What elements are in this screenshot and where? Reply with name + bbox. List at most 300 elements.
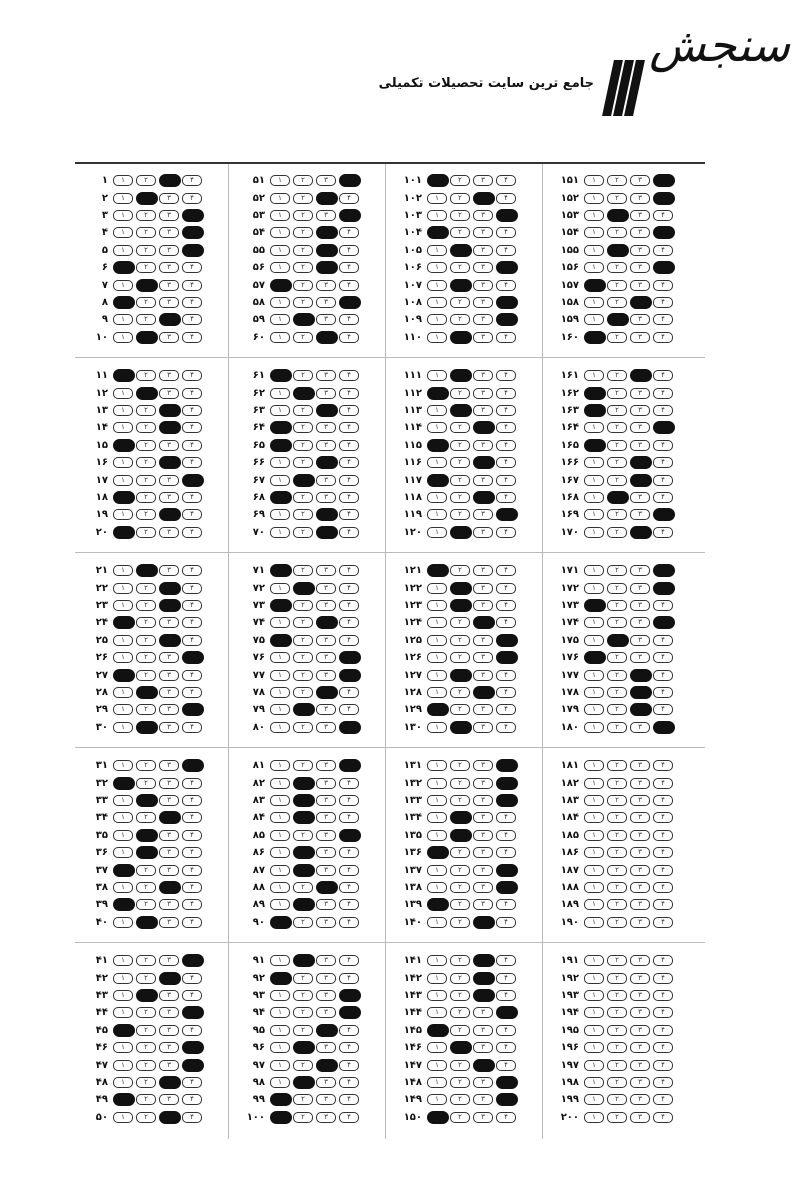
answer-bubble[interactable]: ۳ (473, 1077, 493, 1088)
answer-bubble[interactable]: ۱ (113, 1007, 133, 1018)
answer-bubble[interactable]: ۴ (653, 990, 673, 1001)
answer-bubble[interactable]: ۱ (584, 812, 604, 823)
answer-bubble[interactable]: ۱ (584, 635, 604, 646)
answer-bubble[interactable]: ۴ (182, 509, 202, 520)
answer-bubble[interactable]: ۳ (316, 297, 336, 308)
filled-bubble[interactable] (653, 421, 675, 434)
filled-bubble[interactable] (136, 331, 158, 344)
answer-bubble[interactable]: ۳ (630, 175, 650, 186)
answer-bubble[interactable]: ۴ (182, 617, 202, 628)
answer-bubble[interactable]: ۱ (584, 1112, 604, 1123)
answer-bubble[interactable]: ۳ (473, 405, 493, 416)
answer-bubble[interactable]: ۱ (113, 847, 133, 858)
answer-bubble[interactable]: ۳ (316, 704, 336, 715)
filled-bubble[interactable] (496, 881, 518, 894)
filled-bubble[interactable] (159, 508, 181, 521)
filled-bubble[interactable] (584, 331, 606, 344)
answer-bubble[interactable]: ۲ (293, 193, 313, 204)
answer-bubble[interactable]: ۳ (159, 865, 179, 876)
answer-bubble[interactable]: ۲ (607, 475, 627, 486)
answer-bubble[interactable]: ۳ (473, 1007, 493, 1018)
answer-bubble[interactable]: ۱ (270, 583, 290, 594)
answer-bubble[interactable]: ۳ (316, 565, 336, 576)
answer-bubble[interactable]: ۴ (653, 670, 673, 681)
filled-bubble[interactable] (159, 313, 181, 326)
filled-bubble[interactable] (496, 794, 518, 807)
answer-bubble[interactable]: ۳ (473, 899, 493, 910)
filled-bubble[interactable] (270, 634, 292, 647)
answer-bubble[interactable]: ۱ (113, 704, 133, 715)
answer-bubble[interactable]: ۳ (473, 652, 493, 663)
answer-bubble[interactable]: ۳ (316, 492, 336, 503)
answer-bubble[interactable]: ۲ (607, 600, 627, 611)
answer-bubble[interactable]: ۱ (427, 210, 447, 221)
answer-bubble[interactable]: ۲ (607, 830, 627, 841)
answer-bubble[interactable]: ۱ (584, 1060, 604, 1071)
answer-bubble[interactable]: ۴ (496, 704, 516, 715)
answer-bubble[interactable]: ۲ (607, 778, 627, 789)
answer-bubble[interactable]: ۱ (584, 422, 604, 433)
filled-bubble[interactable] (607, 244, 629, 257)
answer-bubble[interactable]: ۲ (607, 297, 627, 308)
filled-bubble[interactable] (270, 279, 292, 292)
answer-bubble[interactable]: ۱ (584, 1007, 604, 1018)
answer-bubble[interactable]: ۴ (496, 583, 516, 594)
filled-bubble[interactable] (496, 508, 518, 521)
answer-bubble[interactable]: ۴ (496, 687, 516, 698)
filled-bubble[interactable] (653, 261, 675, 274)
answer-bubble[interactable]: ۳ (159, 899, 179, 910)
filled-bubble[interactable] (293, 898, 315, 911)
answer-bubble[interactable]: ۱ (584, 193, 604, 204)
answer-bubble[interactable]: ۴ (496, 917, 516, 928)
answer-bubble[interactable]: ۳ (316, 1007, 336, 1018)
filled-bubble[interactable] (450, 369, 472, 382)
answer-bubble[interactable]: ۱ (427, 917, 447, 928)
answer-bubble[interactable]: ۲ (136, 1060, 156, 1071)
answer-bubble[interactable]: ۲ (136, 973, 156, 984)
filled-bubble[interactable] (182, 209, 204, 222)
filled-bubble[interactable] (293, 777, 315, 790)
answer-bubble[interactable]: ۴ (182, 314, 202, 325)
answer-bubble[interactable]: ۲ (293, 492, 313, 503)
answer-bubble[interactable]: ۳ (473, 475, 493, 486)
answer-bubble[interactable]: ۴ (339, 509, 359, 520)
filled-bubble[interactable] (473, 456, 495, 469)
answer-bubble[interactable]: ۲ (450, 899, 470, 910)
filled-bubble[interactable] (473, 421, 495, 434)
filled-bubble[interactable] (473, 491, 495, 504)
answer-bubble[interactable]: ۲ (136, 405, 156, 416)
filled-bubble[interactable] (630, 474, 652, 487)
answer-bubble[interactable]: ۴ (496, 1042, 516, 1053)
answer-bubble[interactable]: ۲ (450, 1112, 470, 1123)
filled-bubble[interactable] (136, 846, 158, 859)
answer-bubble[interactable]: ۲ (136, 440, 156, 451)
filled-bubble[interactable] (584, 387, 606, 400)
answer-bubble[interactable]: ۲ (450, 193, 470, 204)
answer-bubble[interactable]: ۴ (339, 812, 359, 823)
answer-bubble[interactable]: ۲ (607, 1077, 627, 1088)
answer-bubble[interactable]: ۳ (630, 227, 650, 238)
filled-bubble[interactable] (182, 1006, 204, 1019)
filled-bubble[interactable] (270, 1111, 292, 1124)
answer-bubble[interactable]: ۲ (450, 865, 470, 876)
filled-bubble[interactable] (113, 439, 135, 452)
answer-bubble[interactable]: ۱ (427, 778, 447, 789)
filled-bubble[interactable] (182, 244, 204, 257)
answer-bubble[interactable]: ۲ (136, 704, 156, 715)
filled-bubble[interactable] (270, 491, 292, 504)
filled-bubble[interactable] (316, 686, 338, 699)
answer-bubble[interactable]: ۱ (427, 795, 447, 806)
answer-bubble[interactable]: ۴ (653, 687, 673, 698)
answer-bubble[interactable]: ۴ (182, 687, 202, 698)
filled-bubble[interactable] (450, 404, 472, 417)
filled-bubble[interactable] (270, 1093, 292, 1106)
filled-bubble[interactable] (630, 669, 652, 682)
answer-bubble[interactable]: ۳ (316, 670, 336, 681)
answer-bubble[interactable]: ۴ (653, 457, 673, 468)
filled-bubble[interactable] (159, 1076, 181, 1089)
answer-bubble[interactable]: ۱ (270, 812, 290, 823)
answer-bubble[interactable]: ۱ (113, 917, 133, 928)
answer-bubble[interactable]: ۴ (653, 882, 673, 893)
filled-bubble[interactable] (316, 226, 338, 239)
answer-bubble[interactable]: ۴ (339, 899, 359, 910)
answer-bubble[interactable]: ۴ (653, 332, 673, 343)
answer-bubble[interactable]: ۲ (136, 314, 156, 325)
filled-bubble[interactable] (113, 898, 135, 911)
filled-bubble[interactable] (473, 916, 495, 929)
answer-bubble[interactable]: ۲ (450, 297, 470, 308)
answer-bubble[interactable]: ۱ (584, 370, 604, 381)
answer-bubble[interactable]: ۲ (607, 509, 627, 520)
answer-bubble[interactable]: ۱ (270, 670, 290, 681)
answer-bubble[interactable]: ۳ (159, 1042, 179, 1053)
answer-bubble[interactable]: ۳ (316, 865, 336, 876)
answer-bubble[interactable]: ۲ (607, 795, 627, 806)
answer-bubble[interactable]: ۴ (339, 1112, 359, 1123)
answer-bubble[interactable]: ۱ (584, 583, 604, 594)
answer-bubble[interactable]: ۳ (630, 778, 650, 789)
answer-bubble[interactable]: ۲ (450, 262, 470, 273)
answer-bubble[interactable]: ۲ (607, 1007, 627, 1018)
answer-bubble[interactable]: ۴ (182, 583, 202, 594)
answer-bubble[interactable]: ۱ (270, 617, 290, 628)
answer-bubble[interactable]: ۱ (270, 262, 290, 273)
answer-bubble[interactable]: ۱ (270, 527, 290, 538)
answer-bubble[interactable]: ۱ (427, 280, 447, 291)
answer-bubble[interactable]: ۲ (293, 297, 313, 308)
answer-bubble[interactable]: ۴ (653, 405, 673, 416)
answer-bubble[interactable]: ۱ (270, 297, 290, 308)
filled-bubble[interactable] (113, 526, 135, 539)
answer-bubble[interactable]: ۳ (316, 388, 336, 399)
answer-bubble[interactable]: ۴ (339, 1042, 359, 1053)
filled-bubble[interactable] (427, 174, 449, 187)
filled-bubble[interactable] (113, 1093, 135, 1106)
answer-bubble[interactable]: ۲ (607, 899, 627, 910)
answer-bubble[interactable]: ۴ (182, 973, 202, 984)
answer-bubble[interactable]: ۳ (159, 847, 179, 858)
answer-bubble[interactable]: ۳ (630, 245, 650, 256)
answer-bubble[interactable]: ۴ (182, 1077, 202, 1088)
answer-bubble[interactable]: ۱ (584, 457, 604, 468)
answer-bubble[interactable]: ۳ (316, 422, 336, 433)
answer-bubble[interactable]: ۲ (450, 388, 470, 399)
filled-bubble[interactable] (450, 244, 472, 257)
answer-bubble[interactable]: ۴ (182, 422, 202, 433)
filled-bubble[interactable] (136, 989, 158, 1002)
answer-bubble[interactable]: ۳ (316, 280, 336, 291)
answer-bubble[interactable]: ۱ (584, 722, 604, 733)
answer-bubble[interactable]: ۲ (450, 760, 470, 771)
answer-bubble[interactable]: ۴ (182, 262, 202, 273)
filled-bubble[interactable] (339, 296, 361, 309)
answer-bubble[interactable]: ۳ (316, 973, 336, 984)
answer-bubble[interactable]: ۲ (136, 475, 156, 486)
answer-bubble[interactable]: ۲ (293, 262, 313, 273)
answer-bubble[interactable]: ۱ (427, 245, 447, 256)
answer-bubble[interactable]: ۱ (270, 865, 290, 876)
filled-bubble[interactable] (182, 474, 204, 487)
answer-bubble[interactable]: ۱ (427, 509, 447, 520)
answer-bubble[interactable]: ۴ (339, 955, 359, 966)
answer-bubble[interactable]: ۱ (584, 865, 604, 876)
answer-bubble[interactable]: ۴ (653, 1094, 673, 1105)
answer-bubble[interactable]: ۱ (584, 492, 604, 503)
answer-bubble[interactable]: ۱ (584, 687, 604, 698)
answer-bubble[interactable]: ۴ (653, 973, 673, 984)
answer-bubble[interactable]: ۴ (496, 973, 516, 984)
answer-bubble[interactable]: ۱ (270, 1025, 290, 1036)
answer-bubble[interactable]: ۲ (450, 175, 470, 186)
answer-bubble[interactable]: ۱ (270, 760, 290, 771)
answer-bubble[interactable]: ۱ (584, 917, 604, 928)
answer-bubble[interactable]: ۱ (427, 687, 447, 698)
answer-bubble[interactable]: ۳ (159, 687, 179, 698)
filled-bubble[interactable] (316, 331, 338, 344)
answer-bubble[interactable]: ۴ (653, 314, 673, 325)
answer-bubble[interactable]: ۴ (496, 990, 516, 1001)
answer-bubble[interactable]: ۲ (293, 973, 313, 984)
answer-bubble[interactable]: ۱ (270, 687, 290, 698)
answer-bubble[interactable]: ۱ (427, 262, 447, 273)
answer-bubble[interactable]: ۱ (113, 652, 133, 663)
answer-bubble[interactable]: ۳ (630, 1042, 650, 1053)
filled-bubble[interactable] (450, 331, 472, 344)
answer-bubble[interactable]: ۴ (339, 280, 359, 291)
answer-bubble[interactable]: ۳ (473, 440, 493, 451)
answer-bubble[interactable]: ۳ (159, 527, 179, 538)
filled-bubble[interactable] (182, 226, 204, 239)
answer-bubble[interactable]: ۱ (427, 492, 447, 503)
answer-bubble[interactable]: ۴ (339, 882, 359, 893)
answer-bubble[interactable]: ۳ (159, 332, 179, 343)
answer-bubble[interactable]: ۲ (293, 332, 313, 343)
answer-bubble[interactable]: ۲ (450, 955, 470, 966)
answer-bubble[interactable]: ۳ (473, 370, 493, 381)
answer-bubble[interactable]: ۴ (653, 1077, 673, 1088)
answer-bubble[interactable]: ۱ (584, 955, 604, 966)
answer-bubble[interactable]: ۳ (316, 955, 336, 966)
answer-bubble[interactable]: ۱ (113, 280, 133, 291)
answer-bubble[interactable]: ۱ (113, 1077, 133, 1088)
filled-bubble[interactable] (136, 686, 158, 699)
filled-bubble[interactable] (427, 703, 449, 716)
answer-bubble[interactable]: ۴ (182, 830, 202, 841)
answer-bubble[interactable]: ۲ (293, 440, 313, 451)
filled-bubble[interactable] (427, 564, 449, 577)
answer-bubble[interactable]: ۲ (607, 1025, 627, 1036)
answer-bubble[interactable]: ۳ (473, 210, 493, 221)
filled-bubble[interactable] (182, 759, 204, 772)
answer-bubble[interactable]: ۲ (136, 492, 156, 503)
filled-bubble[interactable] (607, 313, 629, 326)
answer-bubble[interactable]: ۱ (427, 457, 447, 468)
answer-bubble[interactable]: ۲ (450, 778, 470, 789)
answer-bubble[interactable]: ۱ (113, 1042, 133, 1053)
answer-bubble[interactable]: ۱ (270, 652, 290, 663)
answer-bubble[interactable]: ۱ (113, 175, 133, 186)
answer-bubble[interactable]: ۴ (182, 332, 202, 343)
answer-bubble[interactable]: ۴ (653, 245, 673, 256)
answer-bubble[interactable]: ۲ (136, 812, 156, 823)
filled-bubble[interactable] (427, 898, 449, 911)
filled-bubble[interactable] (316, 244, 338, 257)
answer-bubble[interactable]: ۴ (182, 297, 202, 308)
answer-bubble[interactable]: ۳ (630, 1025, 650, 1036)
answer-bubble[interactable]: ۴ (339, 527, 359, 538)
answer-bubble[interactable]: ۴ (653, 1007, 673, 1018)
filled-bubble[interactable] (270, 916, 292, 929)
filled-bubble[interactable] (473, 192, 495, 205)
filled-bubble[interactable] (450, 599, 472, 612)
answer-bubble[interactable]: ۳ (630, 600, 650, 611)
answer-bubble[interactable]: ۳ (630, 193, 650, 204)
filled-bubble[interactable] (630, 526, 652, 539)
answer-bubble[interactable]: ۴ (339, 475, 359, 486)
answer-bubble[interactable]: ۳ (316, 899, 336, 910)
answer-bubble[interactable]: ۲ (136, 1025, 156, 1036)
answer-bubble[interactable]: ۲ (450, 1025, 470, 1036)
answer-bubble[interactable]: ۴ (496, 227, 516, 238)
answer-bubble[interactable]: ۴ (496, 617, 516, 628)
answer-bubble[interactable]: ۱ (113, 405, 133, 416)
answer-bubble[interactable]: ۴ (182, 193, 202, 204)
answer-bubble[interactable]: ۱ (427, 1060, 447, 1071)
answer-bubble[interactable]: ۳ (316, 760, 336, 771)
filled-bubble[interactable] (473, 989, 495, 1002)
answer-bubble[interactable]: ۴ (496, 847, 516, 858)
answer-bubble[interactable]: ۲ (293, 245, 313, 256)
answer-bubble[interactable]: ۱ (113, 812, 133, 823)
answer-bubble[interactable]: ۱ (270, 227, 290, 238)
filled-bubble[interactable] (450, 1041, 472, 1054)
answer-bubble[interactable]: ۱ (427, 882, 447, 893)
answer-bubble[interactable]: ۱ (270, 314, 290, 325)
filled-bubble[interactable] (316, 616, 338, 629)
answer-bubble[interactable]: ۳ (630, 1060, 650, 1071)
answer-bubble[interactable]: ۲ (607, 262, 627, 273)
answer-bubble[interactable]: ۲ (293, 227, 313, 238)
answer-bubble[interactable]: ۲ (607, 193, 627, 204)
answer-bubble[interactable]: ۳ (316, 917, 336, 928)
answer-bubble[interactable]: ۲ (136, 583, 156, 594)
answer-bubble[interactable]: ۴ (339, 600, 359, 611)
answer-bubble[interactable]: ۴ (653, 795, 673, 806)
answer-bubble[interactable]: ۲ (136, 865, 156, 876)
answer-bubble[interactable]: ۲ (450, 227, 470, 238)
answer-bubble[interactable]: ۲ (607, 440, 627, 451)
answer-bubble[interactable]: ۴ (653, 370, 673, 381)
answer-bubble[interactable]: ۳ (316, 812, 336, 823)
answer-bubble[interactable]: ۴ (653, 297, 673, 308)
answer-bubble[interactable]: ۳ (630, 917, 650, 928)
filled-bubble[interactable] (496, 313, 518, 326)
answer-bubble[interactable]: ۴ (496, 1025, 516, 1036)
answer-bubble[interactable]: ۳ (159, 388, 179, 399)
answer-bubble[interactable]: ۴ (339, 1094, 359, 1105)
answer-bubble[interactable]: ۲ (293, 600, 313, 611)
filled-bubble[interactable] (427, 387, 449, 400)
filled-bubble[interactable] (339, 721, 361, 734)
answer-bubble[interactable]: ۴ (182, 795, 202, 806)
answer-bubble[interactable]: ۳ (630, 899, 650, 910)
answer-bubble[interactable]: ۴ (496, 457, 516, 468)
filled-bubble[interactable] (159, 634, 181, 647)
answer-bubble[interactable]: ۱ (584, 990, 604, 1001)
answer-bubble[interactable]: ۳ (159, 670, 179, 681)
answer-bubble[interactable]: ۲ (607, 955, 627, 966)
answer-bubble[interactable]: ۱ (427, 1077, 447, 1088)
answer-bubble[interactable]: ۲ (607, 652, 627, 663)
answer-bubble[interactable]: ۱ (427, 652, 447, 663)
filled-bubble[interactable] (316, 192, 338, 205)
answer-bubble[interactable]: ۲ (450, 687, 470, 698)
answer-bubble[interactable]: ۴ (653, 475, 673, 486)
answer-bubble[interactable]: ۴ (182, 722, 202, 733)
answer-bubble[interactable]: ۲ (293, 405, 313, 416)
filled-bubble[interactable] (136, 916, 158, 929)
answer-bubble[interactable]: ۱ (584, 314, 604, 325)
filled-bubble[interactable] (316, 1024, 338, 1037)
answer-bubble[interactable]: ۱ (427, 865, 447, 876)
answer-bubble[interactable]: ۳ (630, 210, 650, 221)
filled-bubble[interactable] (496, 634, 518, 647)
filled-bubble[interactable] (293, 1076, 315, 1089)
answer-bubble[interactable]: ۱ (427, 955, 447, 966)
answer-bubble[interactable]: ۱ (427, 617, 447, 628)
filled-bubble[interactable] (159, 174, 181, 187)
answer-bubble[interactable]: ۴ (339, 847, 359, 858)
answer-bubble[interactable]: ۱ (270, 193, 290, 204)
answer-bubble[interactable]: ۱ (270, 722, 290, 733)
filled-bubble[interactable] (496, 1006, 518, 1019)
answer-bubble[interactable]: ۴ (339, 917, 359, 928)
answer-bubble[interactable]: ۳ (473, 830, 493, 841)
answer-bubble[interactable]: ۴ (339, 492, 359, 503)
answer-bubble[interactable]: ۱ (584, 527, 604, 538)
answer-bubble[interactable]: ۲ (136, 262, 156, 273)
answer-bubble[interactable]: ۲ (293, 210, 313, 221)
answer-bubble[interactable]: ۴ (182, 1025, 202, 1036)
answer-bubble[interactable]: ۴ (653, 527, 673, 538)
answer-bubble[interactable]: ۴ (339, 245, 359, 256)
answer-bubble[interactable]: ۴ (496, 475, 516, 486)
answer-bubble[interactable]: ۲ (607, 847, 627, 858)
